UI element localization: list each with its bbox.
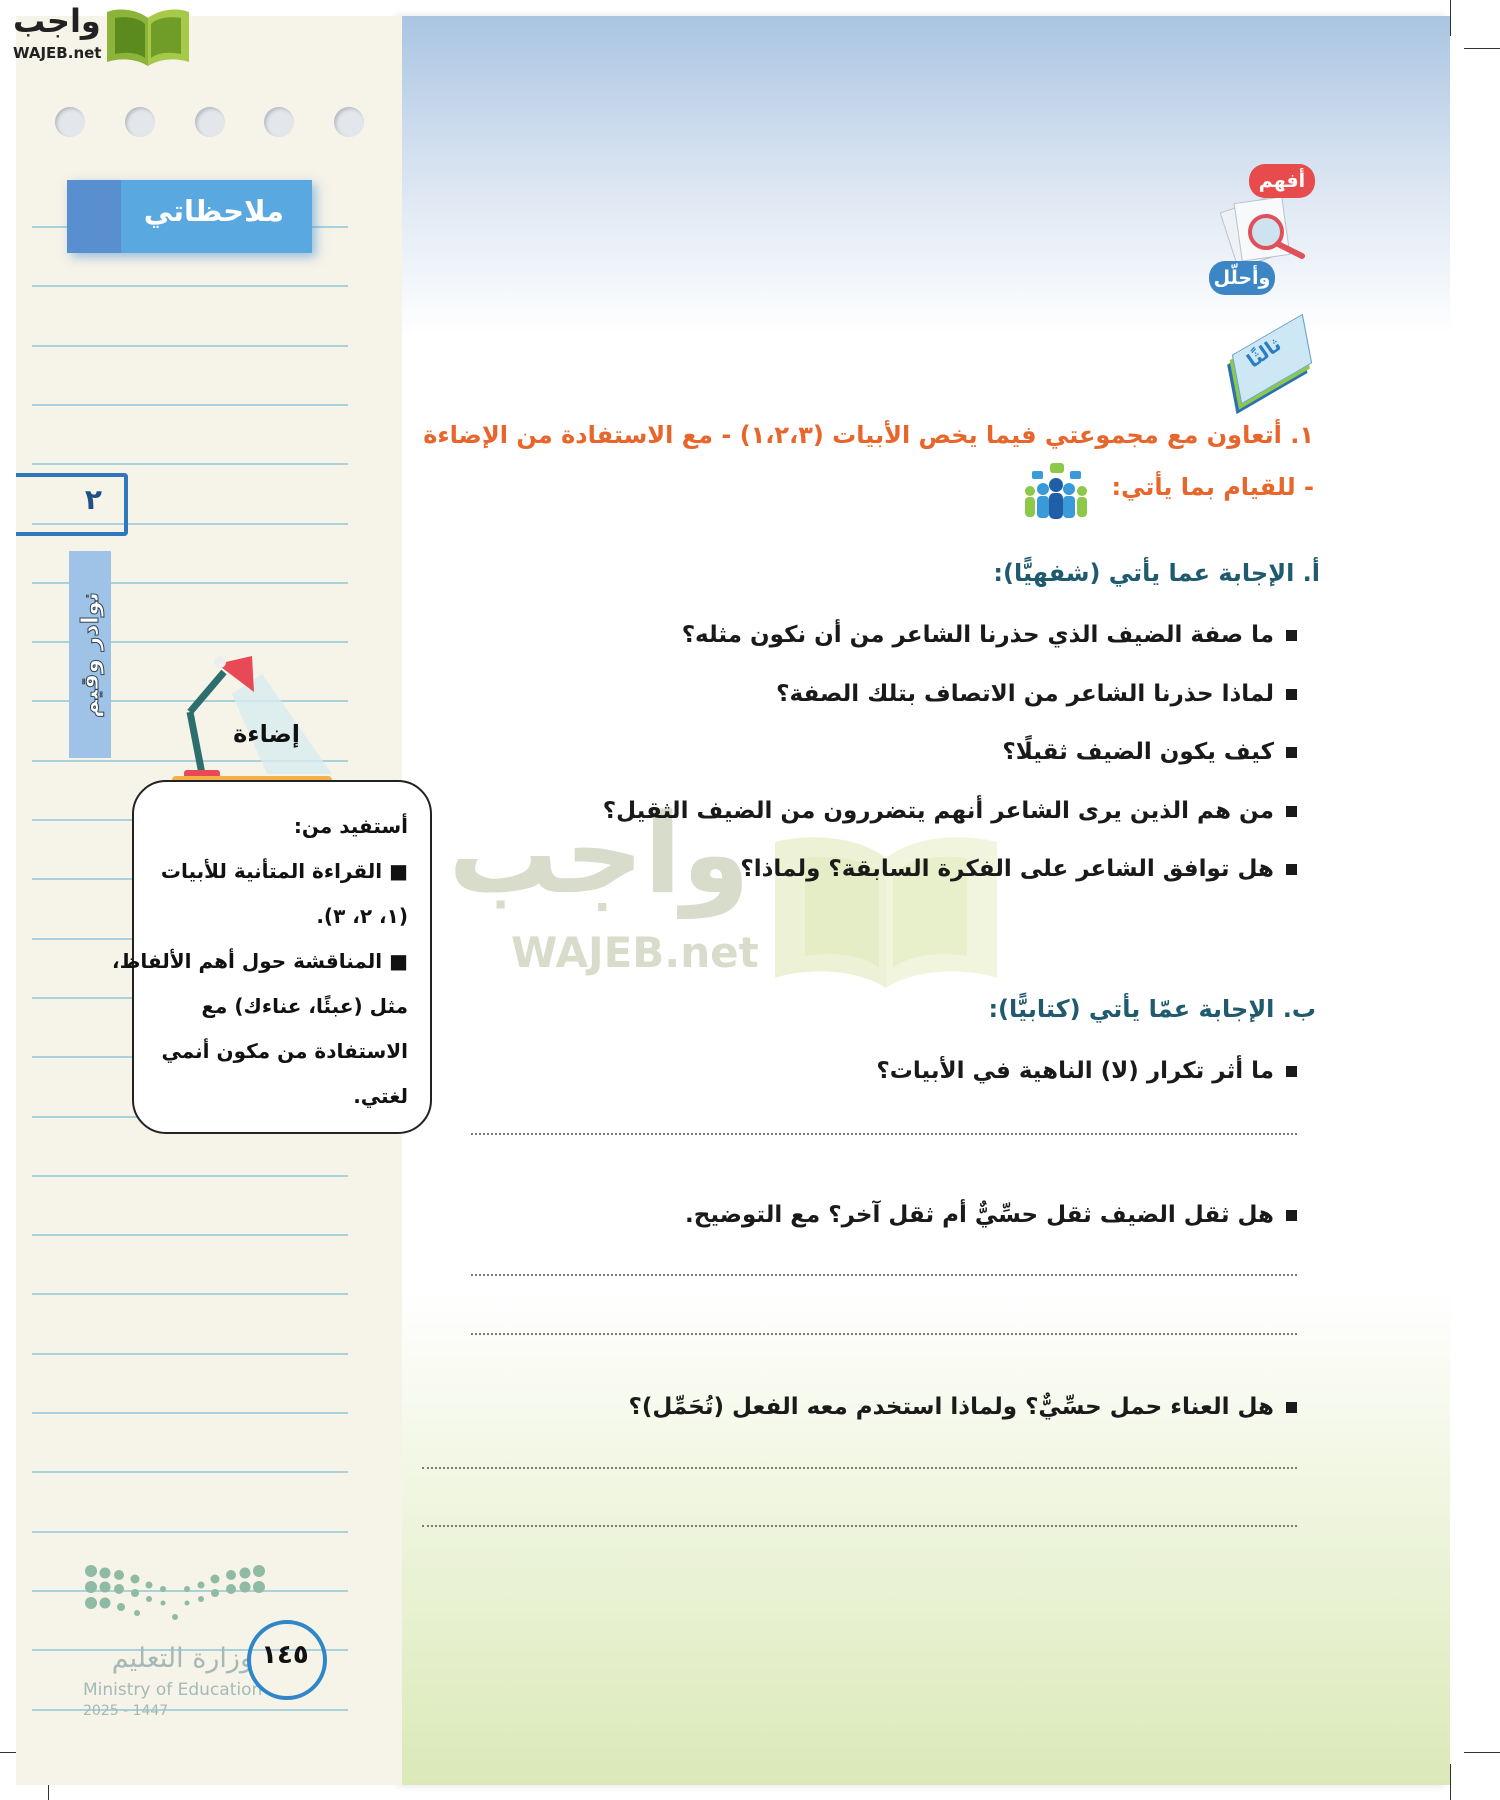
watermark-arabic: واجب — [448, 790, 750, 918]
logo-dot — [85, 1597, 97, 1609]
logo-dot — [226, 1570, 236, 1580]
logo-dot — [131, 1589, 139, 1597]
badge-understand: أفهم — [1249, 164, 1315, 198]
crop-mark — [1450, 1764, 1451, 1800]
logo-dot — [198, 1596, 204, 1602]
crop-mark — [1464, 48, 1500, 49]
desk-lamp-icon — [172, 654, 332, 784]
question-b2 — [685, 1202, 1297, 1228]
ruled-line — [32, 1175, 348, 1177]
question-text: لماذا حذرنا الشاعر من الاتصاف بتلك الصفة؟ — [776, 681, 1274, 707]
logo-dot — [100, 1568, 111, 1579]
badge-third — [1236, 332, 1306, 388]
team-discussion-icon — [1022, 463, 1090, 519]
ruled-line — [32, 1412, 348, 1414]
bullet-square-icon — [1286, 747, 1297, 758]
question-text: هل ثقل الضيف ثقل حسِّيٌّ أم ثقل آخر؟ مع التوضيح. — [685, 1202, 1274, 1228]
magnifier-documents-icon — [1220, 190, 1312, 270]
binder-hole — [195, 107, 225, 137]
crop-mark — [1450, 0, 1451, 36]
logo-dot — [117, 1603, 125, 1611]
question-a4 — [603, 798, 1297, 824]
logo-dot — [134, 1610, 140, 1616]
ministry-logo-dots — [83, 1561, 268, 1631]
question-a2 — [776, 681, 1297, 707]
instruction-line-1: ١. أتعاون مع مجموعتي فيما يخص الأبيات (١،٢،٣) - مع الاستفادة من الإضاءة — [423, 421, 1314, 449]
topic-ribbon — [69, 551, 111, 758]
crop-mark — [1464, 1752, 1500, 1753]
logo-dot — [185, 1601, 190, 1606]
ruled-line — [32, 1293, 348, 1295]
callout-line: ■ المناقشة حول أهم الألفاظ، — [111, 949, 408, 973]
logo-dot — [184, 1586, 190, 1592]
logo-dot — [114, 1584, 124, 1594]
ruled-line — [32, 1709, 348, 1711]
logo-dot — [85, 1565, 97, 1577]
logo-dot — [100, 1598, 111, 1609]
ruled-line — [32, 345, 348, 347]
answer-line-b3[interactable] — [422, 1467, 1297, 1469]
question-text: هل العناء حمل حسِّيٌّ؟ ولماذا استخدم معه الفعل (تُحَمِّل)؟ — [628, 1394, 1274, 1420]
wajeb-logo — [9, 2, 191, 68]
ruled-line — [32, 1471, 348, 1473]
logo-dot — [198, 1582, 205, 1589]
logo-arabic: واجب — [13, 2, 101, 40]
ministry-english: Ministry of Education — [83, 1680, 263, 1700]
answer-line-b2[interactable] — [471, 1333, 1297, 1335]
section-number: ٢ — [84, 483, 102, 516]
logo-dot — [161, 1601, 166, 1606]
ruled-line — [32, 285, 348, 287]
bullet-square-icon — [1286, 806, 1297, 817]
logo-dot — [131, 1575, 140, 1584]
logo-dot — [240, 1582, 251, 1593]
callout-line: ■ القراءة المتأنية للأبيات — [160, 859, 408, 883]
section-number-box — [16, 473, 128, 536]
page-number: ١٤٥ — [261, 1640, 309, 1670]
ruled-line — [32, 463, 348, 465]
logo-dot — [211, 1575, 220, 1584]
logo-dot — [226, 1584, 236, 1594]
logo-latin: WAJEB.net — [13, 44, 102, 62]
watermark-latin: WAJEB.net — [511, 928, 759, 977]
ribbon-label: نوادر وقيم — [76, 591, 104, 718]
ministry-year: 2025 - 1447 — [83, 1703, 169, 1719]
binder-hole — [334, 107, 364, 137]
watermark-book-icon — [775, 828, 997, 988]
question-text: ما أثر تكرار (لا) الناهية في الأبيات؟ — [876, 1058, 1274, 1084]
logo-dot — [85, 1581, 97, 1593]
bullet-square-icon — [1286, 1402, 1297, 1413]
badge-analyze: وأحلّل — [1209, 261, 1275, 295]
binder-hole — [125, 107, 155, 137]
logo-dot — [146, 1596, 152, 1602]
answer-line-b2[interactable] — [471, 1274, 1297, 1276]
ruled-line — [32, 1353, 348, 1355]
binder-hole — [264, 107, 294, 137]
question-text: ما صفة الضيف الذي حذرنا الشاعر من أن نكون مثله؟ — [681, 622, 1274, 648]
callout-heading: أستفيد من: — [293, 814, 408, 838]
binder-hole — [55, 107, 85, 137]
logo-dot — [160, 1586, 166, 1592]
question-b3 — [628, 1394, 1297, 1420]
logo-dot — [211, 1589, 219, 1597]
bullet-square-icon — [1286, 864, 1297, 875]
ruled-line — [32, 1531, 348, 1533]
logo-dot — [253, 1581, 265, 1593]
lamp-label: إضاءة — [233, 720, 300, 748]
question-a1 — [682, 622, 1297, 648]
question-text: من هم الذين يرى الشاعر أنهم يتضررون من الضيف الثقيل؟ — [602, 798, 1274, 824]
notes-title-banner — [67, 180, 312, 253]
bullet-square-icon — [1286, 1210, 1297, 1221]
ministry-arabic: وزارة التعليم — [111, 1643, 253, 1674]
question-b1 — [876, 1058, 1297, 1084]
third-label: ثالثًا — [1242, 333, 1286, 373]
callout-line: الاستفادة من مكون أنمي — [161, 1039, 408, 1063]
callout-line: مثل (عبئًا، عناءك) مع — [201, 994, 408, 1018]
ruled-line — [32, 1234, 348, 1236]
logo-dot — [240, 1568, 251, 1579]
part-a-heading: أ. الإجابة عما يأتي (شفهيًّا): — [993, 559, 1320, 587]
callout-line: لغتي. — [353, 1084, 408, 1108]
logo-dot — [172, 1614, 178, 1620]
notes-title: ملاحظاتي — [143, 194, 284, 228]
tips-callout — [111, 780, 432, 1134]
instruction-line-2: - للقيام بما يأتي: — [1111, 473, 1314, 501]
ruled-line — [32, 404, 348, 406]
logo-dot — [146, 1582, 153, 1589]
answer-line-b1[interactable] — [471, 1133, 1297, 1135]
answer-line-b3[interactable] — [422, 1525, 1297, 1527]
question-a3 — [1002, 739, 1297, 765]
bullet-square-icon — [1286, 689, 1297, 700]
logo-dot — [114, 1570, 124, 1580]
question-text: هل توافق الشاعر على الفكرة السابقة؟ ولماذا؟ — [740, 856, 1274, 882]
logo-dot — [253, 1565, 265, 1577]
bullet-square-icon — [1286, 630, 1297, 641]
bullet-square-icon — [1286, 1066, 1297, 1077]
question-text: كيف يكون الضيف ثقيلًا؟ — [1002, 739, 1274, 765]
book-icon — [105, 6, 191, 66]
logo-dot — [100, 1582, 111, 1593]
callout-line: (١، ٢، ٣). — [316, 904, 408, 928]
question-a5 — [740, 856, 1297, 882]
part-b-heading: ب. الإجابة عمّا يأتي (كتابيًّا): — [988, 995, 1316, 1023]
